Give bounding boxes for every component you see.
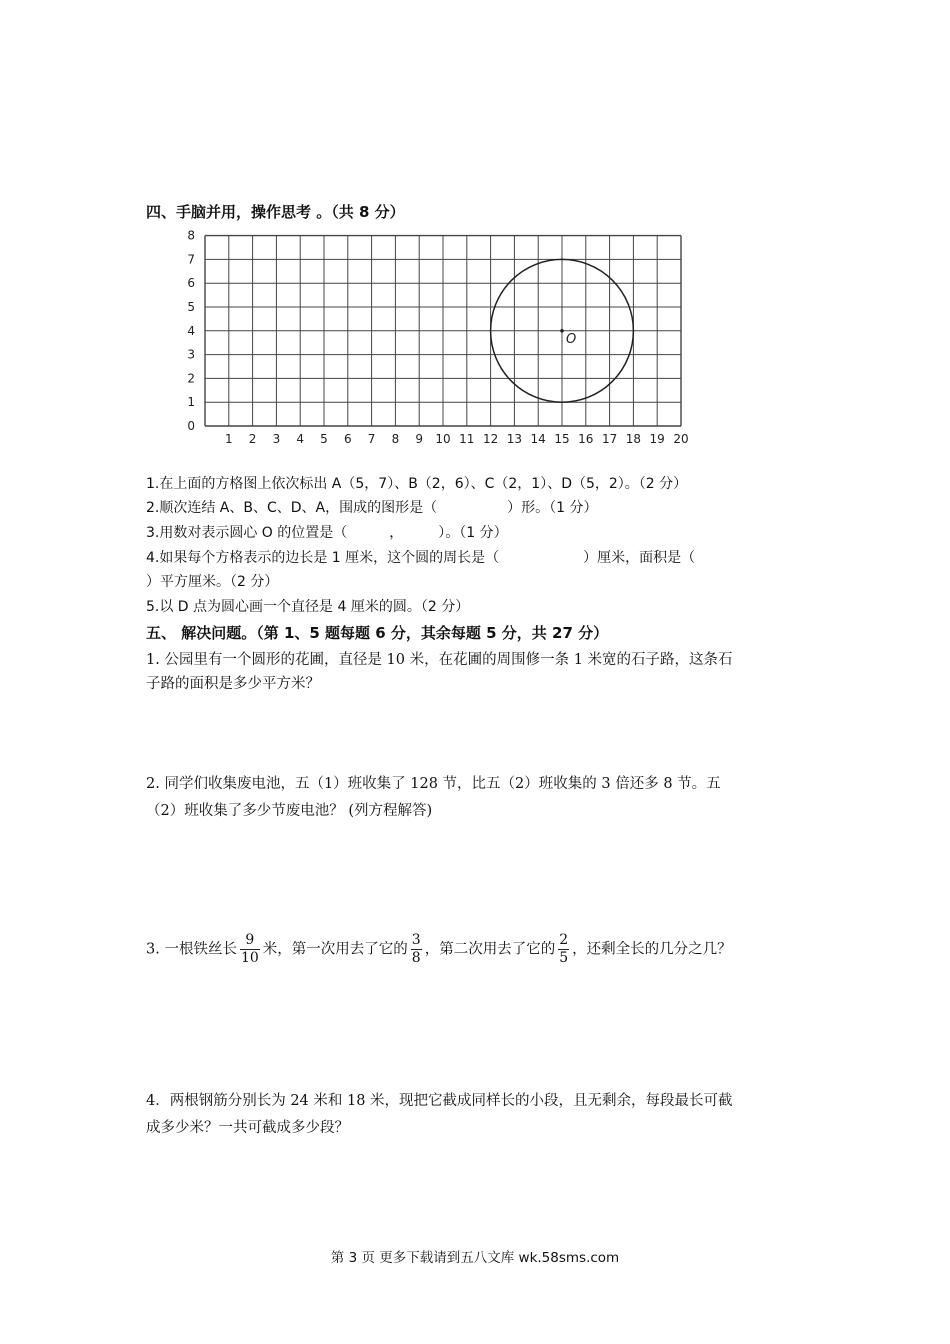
x-axis-tick-label: 20 (673, 432, 689, 446)
question-1-line-2: 子路的面积是多少平方米？ (146, 676, 320, 692)
fraction-denominator: 8 (411, 950, 421, 966)
y-axis-tick-label: 3 (187, 347, 195, 362)
page-footer: 第 3 页 更多下载请到五八文库 wk.58sms.com (330, 1250, 620, 1266)
center-point (560, 329, 564, 333)
x-axis-tick-label: 17 (601, 432, 618, 446)
x-axis-tick-label: 14 (530, 432, 546, 446)
x-axis-tick-label: 13 (506, 432, 523, 446)
question-1-line-1: 1. 公园里有一个圆形的花圃，直径是 10 米，在花圃的周围修一条 1 米宽的石子路，这条石 (146, 652, 733, 668)
question-3-text-2: 米，第一次用去了它的 (262, 941, 408, 958)
fraction-denominator: 10 (240, 950, 259, 966)
question-2-line-1: 2. 同学们收集废电池，五（1）班收集了 128 节，比五（2）班收集的 3 倍还多 8 节。五 (146, 776, 721, 792)
x-axis-tick-label: 8 (391, 432, 400, 446)
section-5-question-2 (146, 771, 721, 825)
x-axis-tick-label: 12 (482, 432, 499, 446)
section-4-question-1: 1.在上面的方格图上依次标出 A（5，7）、B（2，6）、C（2，1）、D（5，2）。（2 分） (146, 476, 688, 492)
fraction-numerator: 2 (559, 932, 569, 948)
fraction-numerator: 3 (411, 932, 421, 948)
y-axis-tick-label: 5 (187, 300, 195, 314)
fraction-two-fifths (558, 932, 569, 967)
section-4-question-4-cont: ）平方厘米。（2 分） (146, 574, 279, 590)
question-3-text-3: ，第二次用去了它的 (424, 941, 556, 958)
section-4-question-3: 3.用数对表示圆心 O 的位置是（ ， ）。（1 分） (146, 525, 508, 541)
x-axis-tick-label: 2 (248, 432, 257, 446)
section-4-question-4: 4.如果每个方格表示的边长是 1 厘米，这个圆的周长是（ ）厘米，面积是（ (146, 550, 696, 566)
x-axis-tick-label: 3 (272, 432, 281, 446)
question-4-line-1: 4．两根钢筋分别长为 24 米和 18 米，现把它截成同样长的小段，且无剩余，每段最长可截 (146, 1093, 733, 1109)
question-3-text-1: 3. 一根铁丝长 (146, 941, 237, 958)
section-4-title: 四、手脑并用，操作思考 。（共 8 分） (146, 203, 405, 221)
x-axis-tick-label: 15 (554, 432, 570, 446)
y-axis-tick-label: 4 (187, 323, 195, 338)
x-axis-tick-label: 7 (367, 432, 376, 446)
fraction-nine-tenths (240, 932, 260, 967)
y-axis-tick-label: 8 (187, 228, 195, 243)
y-axis-tick-label: 6 (187, 276, 195, 291)
question-3-text-4: ，还剩全长的几分之几？ (572, 941, 732, 958)
fraction-three-eighths (411, 932, 422, 967)
x-axis-tick-label: 4 (296, 432, 305, 446)
fraction-denominator: 5 (559, 950, 569, 966)
x-axis-tick-label: 10 (435, 432, 451, 446)
x-axis-tick-label: 19 (649, 432, 665, 446)
x-axis-tick-label: 9 (415, 432, 424, 446)
x-axis-tick-label: 5 (320, 432, 328, 446)
y-axis-tick-label: 7 (187, 252, 195, 267)
fraction-numerator: 9 (240, 932, 260, 950)
y-axis-tick-label: 1 (187, 395, 195, 410)
section-4-question-5: 5.以 D 点为圆心画一个直径是 4 厘米的圆。（2 分） (146, 599, 470, 615)
question-4-line-2: 成多少米？一共可截成多少段？ (146, 1120, 349, 1136)
x-axis-tick-label: 18 (625, 432, 642, 446)
section-5-title: 五、 解决问题。（第 1、5 题每题 6 分，其余每题 5 分，共 27 分） (146, 624, 609, 642)
x-axis-tick-label: 11 (459, 432, 475, 446)
y-axis-tick-label: 0 (187, 419, 195, 433)
section-5-question-3 (146, 932, 732, 967)
y-axis-tick-label: 2 (187, 371, 195, 386)
center-label: O (566, 331, 577, 347)
coordinate-grid (180, 226, 705, 451)
x-axis-tick-label: 1 (224, 432, 233, 446)
x-axis-tick-label: 16 (578, 432, 594, 446)
section-5-question-1 (146, 648, 733, 696)
section-4-question-2: 2.顺次连结 A、B、C、D、A，围成的图形是（ ）形。（1 分） (146, 500, 598, 516)
x-axis-tick-label: 6 (343, 432, 352, 446)
section-5-question-4 (146, 1088, 733, 1142)
question-2-line-2: （2）班收集了多少节废电池？ (列方程解答) (146, 803, 433, 819)
